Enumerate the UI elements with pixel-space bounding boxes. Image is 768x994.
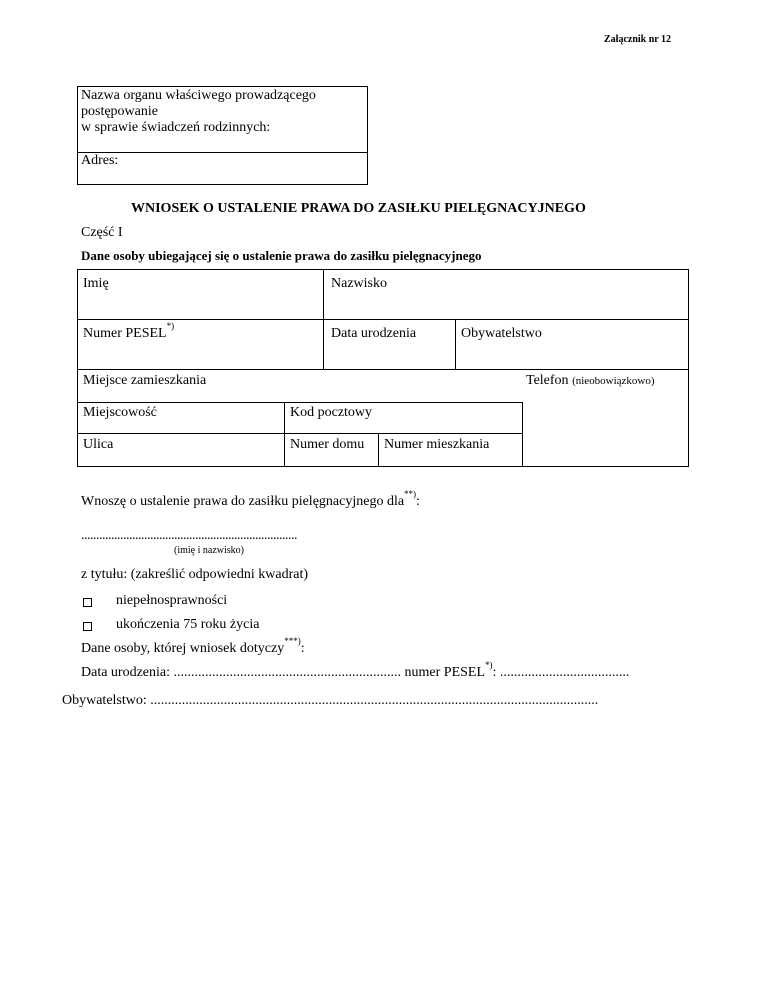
phone-label-text: Telefon — [526, 373, 569, 388]
reason-label: z tytułu: (zakreślić odpowiedni kwadrat) — [81, 567, 309, 582]
request-footnote-mark: **) — [404, 489, 417, 499]
annex-number: Załącznik nr 12 — [604, 34, 672, 45]
authority-name-line2: postępowanie — [81, 104, 158, 119]
street-label: Ulica — [83, 437, 114, 452]
residence-label: Miejsce zamieszkania — [83, 373, 207, 388]
request-text — [81, 489, 420, 510]
phone-label — [526, 373, 655, 389]
city-label: Miejscowość — [83, 405, 157, 420]
checkbox-age-75[interactable] — [83, 622, 92, 631]
apartment-number-label: Numer mieszkania — [384, 437, 490, 452]
beneficiary-name-caption: (imię i nazwisko) — [174, 545, 244, 556]
table-vline-1 — [323, 269, 324, 369]
last-name-label: Nazwisko — [331, 276, 387, 291]
table-hline-1 — [77, 319, 689, 320]
person-pesel-field[interactable]: : ..................................... — [492, 665, 630, 680]
checkbox-disability[interactable] — [83, 598, 92, 607]
beneficiary-name-field[interactable]: ........................................................................ — [81, 528, 297, 543]
option-disability-label: niepełnosprawności — [116, 593, 228, 608]
authority-name-label — [81, 88, 316, 136]
request-text-body: Wnoszę o ustalenie prawa do zasiłku pielęgnacyjnego dla — [81, 494, 405, 509]
person-pesel-footnote-mark: *) — [485, 660, 493, 670]
authority-name-line3: w sprawie świadczeń rodzinnych: — [81, 120, 271, 135]
person-footnote-mark: ***) — [284, 636, 301, 646]
authority-box-divider — [77, 152, 368, 153]
person-data-label-text: Dane osoby, której wniosek dotyczy — [81, 641, 285, 656]
person-birth-date-field[interactable]: Data urodzenia: ................................................................. — [81, 665, 402, 680]
person-pesel-label: numer PESEL — [404, 665, 486, 680]
option-age-75-label: ukończenia 75 roku życia — [116, 617, 260, 632]
pesel-label — [83, 321, 175, 342]
person-data-label — [81, 636, 305, 657]
citizenship-label: Obywatelstwo — [461, 326, 542, 341]
table-vline-2 — [455, 319, 456, 369]
person-birth-pesel-line — [81, 660, 630, 681]
table-hline-4 — [77, 433, 522, 434]
authority-address-label: Adres: — [81, 153, 119, 168]
person-citizenship-field[interactable]: Obywatelstwo: ................................................................................................................................ — [62, 693, 599, 708]
table-vline-3 — [522, 402, 523, 467]
pesel-label-text: Numer PESEL — [83, 326, 167, 341]
form-title: WNIOSEK O USTALENIE PRAWA DO ZASIŁKU PIELĘGNACYJNEGO — [131, 201, 586, 216]
table-hline-2 — [77, 369, 689, 370]
table-vline-4 — [284, 402, 285, 467]
birth-date-label: Data urodzenia — [331, 326, 417, 341]
first-name-label: Imię — [83, 276, 109, 291]
section-heading: Dane osoby ubiegającej się o ustalenie prawa do zasiłku pielęgnacyjnego — [81, 248, 482, 263]
table-vline-5 — [378, 433, 379, 467]
pesel-footnote-mark: *) — [166, 321, 175, 331]
request-colon: : — [416, 494, 420, 509]
postal-code-label: Kod pocztowy — [290, 405, 373, 420]
phone-optional-note: (nieobowiązkowo) — [572, 375, 655, 387]
table-border — [77, 269, 689, 467]
part-label: Część I — [81, 225, 123, 240]
person-colon: : — [300, 641, 305, 656]
table-hline-3 — [77, 402, 522, 403]
house-number-label: Numer domu — [290, 437, 365, 452]
authority-name-line1: Nazwa organu właściwego prowadzącego — [81, 88, 316, 103]
